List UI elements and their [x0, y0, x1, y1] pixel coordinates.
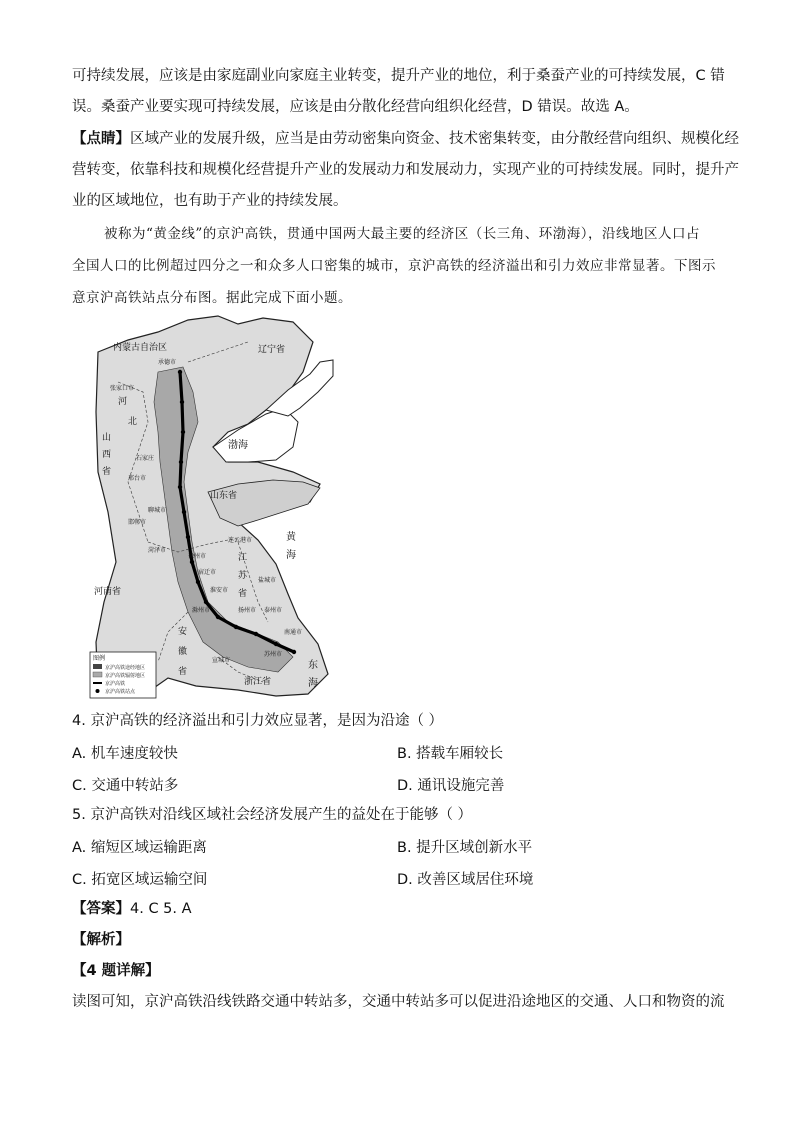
city-label-chengde: 承德市 [158, 359, 177, 366]
question-5-option-a: A. 缩短区域运输距离 [72, 840, 207, 856]
legend-title: 图例 [93, 655, 106, 662]
legend-swatch-1 [93, 664, 102, 669]
legend-item-3: 京沪高铁 [105, 681, 126, 687]
question-4-option-d: D. 通讯设施完善 [397, 778, 505, 794]
answer-text: 4. C 5. A [130, 901, 192, 917]
city-label-yangzhou: 扬州市 [238, 607, 257, 614]
region-label-shanxi-3: 省 [102, 467, 112, 477]
city-label-liaocheng: 聊城市 [148, 507, 167, 514]
question-5-stem: 5. 京沪高铁对沿线区域社会经济发展产生的益处在于能够（ ） [72, 807, 473, 823]
region-label-henan: 河南省 [94, 587, 122, 597]
city-label-nantong: 南通市 [284, 629, 303, 636]
question-4-option-a: A. 机车速度较快 [72, 746, 178, 762]
city-label-zhangjiakou: 张家口市 [110, 385, 135, 392]
city-label-suqian: 宿迁市 [198, 569, 217, 576]
question-4-option-c: C. 交通中转站多 [72, 778, 179, 794]
region-label-shandong: 山东省 [210, 491, 238, 501]
sea-label-east-1: 东 [308, 660, 318, 671]
region-label-jiangsu-3: 省 [238, 589, 248, 599]
question-5-option-c: C. 拓宽区域运输空间 [72, 872, 208, 888]
comment-line2: 营转变，依靠科技和规模化经营提升产业的发展动力和发展动力，实现产业的可持续发展。同时，提升产 [72, 162, 739, 178]
legend-item-4: 京沪高铁站点 [105, 689, 136, 695]
analysis-prev-line1: 可持续发展，应该是由家庭副业向家庭主业转变，提升产业的地位，利于桑蚕产业的可持续发展，C 错 [72, 68, 725, 84]
city-label-xingtai: 邢台市 [128, 475, 147, 482]
city-label-handan: 邯郸市 [128, 519, 147, 526]
comment-line1 [72, 129, 739, 149]
region-label-zhejiang: 浙江省 [244, 677, 272, 687]
city-label-xuzhou: 徐州市 [188, 553, 207, 560]
region-label-jiangsu-1: 江 [238, 553, 248, 563]
sea-label-east-2: 海 [308, 678, 318, 689]
sea-label-yellow-1: 黄 [286, 532, 296, 543]
city-label-xuancheng: 宣城市 [212, 657, 231, 664]
comment-tag: 【点睛】 [72, 131, 130, 147]
passage-line1: 被称为“黄金线”的京沪高铁，贯通中国两大最主要的经济区（长三角、环渤海），沿线地区人口占 [104, 226, 701, 242]
region-label-jiangsu-2: 苏 [238, 571, 248, 581]
passage-line3: 意京沪高铁站点分布图。据此完成下面小题。 [72, 290, 352, 306]
answer-line [72, 899, 192, 919]
legend-swatch-4 [96, 689, 100, 693]
city-label-lianyungang: 连云港市 [228, 537, 253, 544]
answer-tag: 【答案】 [72, 901, 130, 917]
analysis-prev-line2: 误。桑蚕产业要实现可持续发展，应该是由分散化经营向组织化经营，D 错误。故选 A。 [72, 99, 639, 115]
railway-station-map [88, 312, 338, 700]
map-legend [90, 652, 156, 698]
comment-text-1: 区域产业的发展升级，应当是由劳动密集向资金、技术密集转变，由分散经营向组织、规模化经 [130, 131, 739, 147]
city-label-taizhou: 泰州市 [264, 607, 283, 614]
city-label-heze: 菏泽市 [148, 547, 167, 554]
detail-4-heading: 【4 题详解】 [72, 963, 160, 979]
region-label-anhui-2: 徽 [178, 647, 188, 657]
region-label-anhui-3: 省 [178, 667, 188, 677]
region-label-inner-mongolia: 内蒙古自治区 [113, 343, 168, 353]
city-label-shijiazhuang: 石家庄 [136, 455, 155, 462]
city-label-huaian: 淮安市 [210, 587, 229, 594]
question-4-option-b: B. 搭载车厢较长 [397, 746, 504, 762]
comment-line3: 业的区域地位，也有助于产业的持续发展。 [72, 193, 348, 209]
region-label-shanxi-2: 西 [102, 450, 112, 460]
legend-item-2: 京沪高铁辐射地区 [105, 673, 146, 679]
region-label-hebei-2: 北 [128, 417, 138, 427]
sea-label-bohai: 渤海 [228, 440, 248, 451]
region-label-liaoning: 辽宁省 [258, 345, 286, 355]
legend-swatch-2 [93, 672, 102, 677]
city-label-yancheng: 盐城市 [258, 577, 277, 584]
city-label-suzhou: 苏州市 [264, 651, 283, 658]
analysis-heading: 【解析】 [72, 932, 130, 948]
detail-4-line1: 读图可知，京沪高铁沿线铁路交通中转站多，交通中转站多可以促进沿途地区的交通、人口和物资的流 [72, 994, 725, 1010]
question-4-stem: 4. 京沪高铁的经济溢出和引力效应显著，是因为沿途（ ） [72, 713, 444, 729]
region-label-anhui-1: 安 [178, 627, 188, 637]
region-label-shanxi-1: 山 [102, 433, 112, 443]
passage-line2: 全国人口的比例超过四分之一和众多人口密集的城市，京沪高铁的经济溢出和引力效应非常显著。下图示 [72, 258, 716, 274]
legend-item-1: 京沪高铁途经地区 [105, 665, 146, 671]
question-5-option-d: D. 改善区域居住环境 [397, 872, 534, 888]
question-5-option-b: B. 提升区域创新水平 [397, 840, 533, 856]
sea-label-yellow-2: 海 [286, 550, 296, 561]
region-label-hebei-1: 河 [118, 397, 128, 407]
city-label-chuzhou: 滁州市 [192, 607, 211, 614]
